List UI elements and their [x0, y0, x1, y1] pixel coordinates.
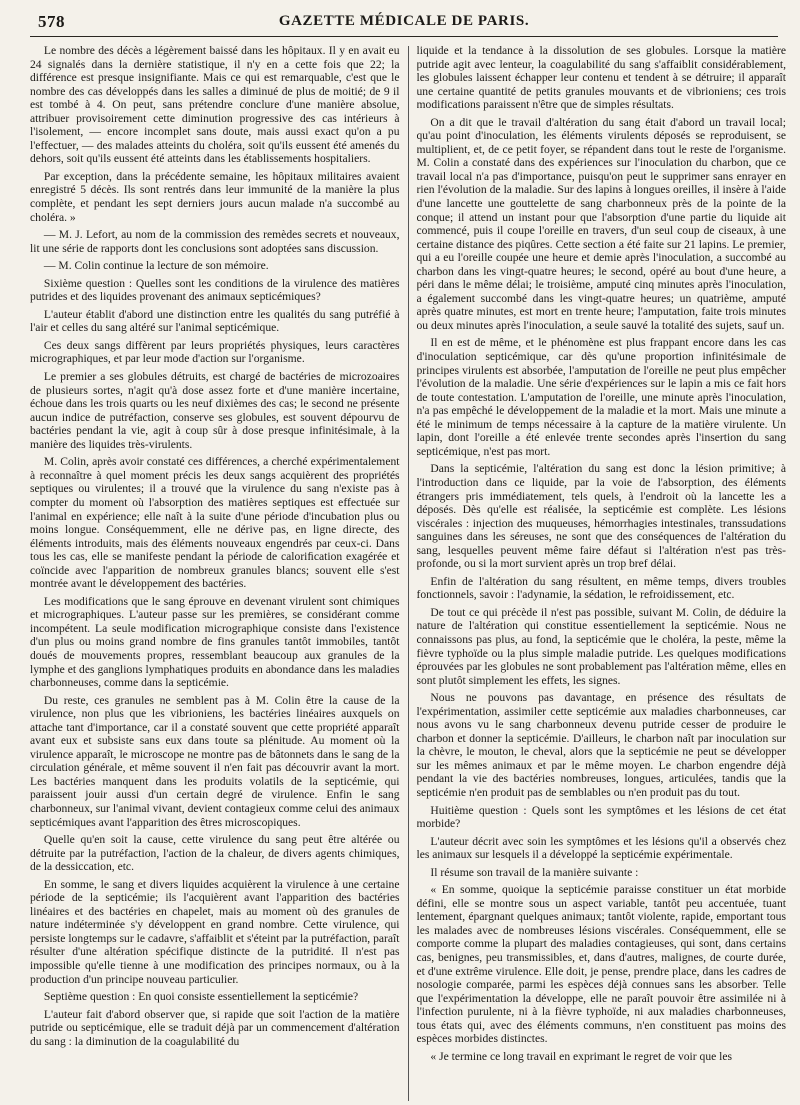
page-header [30, 0, 778, 37]
paragraph: liquide et la tendance à la dissolution de ses globules. Lorsque la matière putride agit avec lenteur, la coagulabilité du sang s'affaiblit considérablement, les globules laissent échapper leur contenu et tendent à se détruire; il apparaît une certaine quantité de petits granules mouvants et de vibrioniens; ces trois modifications paraissent n'être que de simples résultats. [416, 44, 786, 112]
paragraph: Enfin de l'altération du sang résultent, en même temps, divers troubles fonctionnels, savoir : l'adynamie, la sédation, le refroidissement, etc. [416, 574, 786, 602]
paragraph: Nous ne pouvons pas davantage, en présence des résultats de l'expérimentation, assimiler cette septicémie aux maladies charbonneuses, car nous avons vu le sang charbonneux devenu putride cesser de produire le charbon et donner la septicémie. D'ailleurs, le charbon naît par inoculation sur la chèvre, le mouton, le cheval, alors que la septicémie ne peut se développer sur les mêmes animaux et par le même moyen. Le charbon engendre déjà pendant la vie des bactéries nombreuses, longues, articulées, tandis que la septicémie n'en produit pas de semblables ou n'en produit pas du tout. [416, 691, 786, 799]
page-number: 578 [38, 12, 65, 31]
paragraph: Septième question : En quoi consiste essentiellement la septicémie? [43, 990, 359, 1004]
paragraph: L'auteur fait d'abord observer que, si rapide que soit l'action de la matière putride ou septicémique, elle se traduit déjà par un commencement d'altération du sang : la diminution de la coagulabilité du [30, 1007, 400, 1048]
paragraph: Sixième question : Quelles sont les conditions de la virulence des matières putrides et des liquides provenant des animaux septicémiques? [30, 276, 400, 304]
paragraph: L'auteur décrit avec soin les symptômes et les lésions qu'il a observés chez les animaux sur lesquels il a développé la septicémie expérimentale. [416, 834, 786, 862]
paragraph: — M. J. Lefort, au nom de la commission des remèdes secrets et nouveaux, lit une série de rapports dont les conclusions sont adoptées sans discussion. [30, 228, 400, 255]
column-divider [408, 46, 409, 1101]
paragraph: « Je termine ce long travail en exprimant le regret de voir que les [430, 1049, 733, 1063]
paragraph: Ces deux sangs diffèrent par leurs propriétés physiques, leurs caractères micrographiques, et par leur mode d'action sur l'organisme. [30, 338, 400, 366]
left-column [30, 44, 400, 1101]
paragraph: De tout ce qui précède il n'est pas possible, suivant M. Colin, de déduire la nature de l'altération qui constitue essentiellement la septicémie. Nous ne connaissons pas plus, au fond, la septicémie que le choléra, la peste, même la fièvre typhoïde ou la plus simple maladie putride. Les quelques modifications éprouvées par les globules ne sont probablement pas l'altération même, elles en sont plutôt simplement les effets, les signes. [416, 605, 786, 687]
text-columns [30, 44, 786, 1101]
paragraph: — M. Colin continue la lecture de son mémoire. [43, 259, 269, 273]
paragraph: En somme, le sang et divers liquides acquièrent la virulence à une certaine période de la septicémie; ils l'acquièrent avant l'apparition des bactéries linéaires et des bactéries en chapelet, mais au moment où des granules de nature indéterminée s'y développent en grand nombre. Cette virulence, qui persiste longtemps sur le cadavre, s'affaiblit et s'éteint par la putréfaction, paraît résulter d'une altération spécifique distincte de la putridité. Il n'est pas impossible qu'elle tienne à une modification des principes normaux, ou à la production d'un principe nouveau particulier. [30, 877, 400, 986]
paragraph: Il en est de même, et le phénomène est plus frappant encore dans les cas d'inoculation septicémique, car dès qu'une proportion infinitésimale de principes virulents est absorbée, l'amputation de l'oreille ne peut plus empêcher l'évolution de la maladie. Une série d'expériences sur le lapin a mis ce fait hors de toute contestation. L'amputation de l'oreille, une minute après l'inoculation, n'a pas empêché le développement de la maladie et la mort. Mais une minute a été le minimum de temps nécessaire à la capture de la matière virulente. Un lapin, dont l'oreille a été enlevée trente secondes après l'insertion du sang septicémique, n'est pas mort. [416, 336, 786, 458]
paragraph: Les modifications que le sang éprouve en devenant virulent sont chimiques et micrographiques. L'auteur passe sur les premières, se considérant comme incompétent. La seule modification micrographique consiste dans l'existence d'un plus ou moins grand nombre de fins granules tantôt immobiles, tantôt doués de mouvements propres, ressemblant beaucoup aux granules de la lymphe et des ganglions lymphatiques produits en abondance dans les maladies charbonneuses, comme dans la septicémie. [30, 594, 400, 690]
paragraph: Quelle qu'en soit la cause, cette virulence du sang peut être altérée ou détruite par la putréfaction, l'action de la chaleur, de divers agents chimiques, de la dessiccation, etc. [30, 833, 400, 874]
paragraph: Du reste, ces granules ne semblent pas à M. Colin être la cause de la virulence, non plus que les vibrioniens, les bactéries linéaires auxquels on attache tant d'importance, car il a constaté souvent que cette propriété apparaît avant eux et subsiste sans eux dans toute sa plénitude. Au moment où la virulence apparaît, le microscope ne montre pas de bâtonnets dans le sang de la circulation générale, et même souvent il n'en fait pas découvrir avant la mort. Les bactéries manquent dans les produits volatils de la septicémie, qui paraissent jouir aussi d'un certain degré de virulence. Enfin le sang charbonneux, sur l'animal vivant, devient contagieux comme celui des animaux septicémiques avant l'apparition des êtres microscopiques. [30, 693, 400, 829]
right-column [417, 44, 787, 1101]
paragraph: On a dit que le travail d'altération du sang était d'abord un travail local; qu'au point d'inoculation, les éléments virulents déposés se reproduisent, se multiplient, et, de ce petit foyer, se répandent dans tout le reste de l'organisme. M. Colin a constaté dans des expériences sur l'inoculation du charbon, que ce travail local n'a pas d'importance, puisqu'on peut le supprimer sans enrayer en rien l'évolution de la maladie. Sur des lapins à longues oreilles, il insère à l'aide d'une lancette une gouttelette de sang charbonneux près de la pointe de la conque; il attend un instant pour que l'absorption d'une partie du liquide ait commencé, puis il coupe l'oreille en travers, d'un seul coup de ciseaux, à une certaine distance des piqûres. Cette section a été faite sur 21 lapins. Le premier, qui a eu l'oreille coupée une heure et demie après l'inoculation, a succombé au charbon dans les vingt-quatre heures; le second, opéré au bout d'une heure, a péri dans le même délai; le troisième, amputé cinq minutes après l'inoculation, a également succombé dans les vingt-quatre heures; un quatrième, amputé après quatre minutes, est mort en trente heure; l'amputation, faite trois minutes ou deux minutes après l'inoculation, a seule sauvé la totalité des sujets, sauf un. [416, 115, 786, 332]
paragraph: Dans la septicémie, l'altération du sang est donc la lésion primitive; à l'introduction dans ce liquide, par la voie de l'absorption, des éléments étrangers pris immédiatement, tels quels, à l'endroit où la lancette les a déposés. Dès qu'elle est réalisée, la septicémie est complète. Les lésions viscérales : injection des muqueuses, hémorrhagies intestinales, transsudations sanguines dans les séreuses, ne sont que des conséquences de l'altération du sang, lesquelles peuvent même faire défaut si l'altération n'est pas très-profonde, ou si la mort survient après un trop bref délai. [416, 462, 786, 571]
paragraph: Huitième question : Quels sont les symptômes et les lésions de cet état morbide? [416, 803, 786, 831]
paragraph: M. Colin, après avoir constaté ces différences, a cherché expérimentalement à reconnaître à quel moment précis les deux sangs acquièrent des propriétés septiques ou virulentes; il a trouvé que la virulence du sang n'existe pas à compter du moment où l'absorption des matières septiques est effectuée sur l'animal en expérience; elle naît à la suite d'une période d'incubation plus ou moins longue. Conséquemment, elle ne dérive pas, en ligne directe, des éléments introduits, mais des éléments nouveaux engendrés par ceux-ci. Dans tous les cas, elle se manifeste pendant la période de caloriﬁcation exagérée et coïncide avec l'apparition de nombreux granules blancs; souvent elle s'est montrée avant le développement des bactéries. [30, 455, 400, 591]
paragraph: « En somme, quoique la septicémie paraisse constituer un état morbide défini, elle se montre sous un aspect variable, tantôt peu accentuée, tuant lentement, épargnant quelques animaux; tantôt violente, rapide, emportant tous les malades avec de nombreuses lésions viscérales. Conséquemment, elle se comporte comme la plupart des maladies contagieuses, qui sont, dans certains cas, benignes, peu transmissibles, et, dans d'autres, malignes, de courte durée, et d'une extrême virulence. Elle doit, je pense, prendre place, dans les cadres de nosologie comparée, parmi les espèces déjà connues sans les absorber. Telle que l'expérimentation la développe, elle ne paraît pouvoir être assimilée ni à l'infection purulente, ni à la fièvre typhoïde, ni aux maladies charbonneuses, tous états qui, avec des éléments communs, n'en constituent pas moins des espèces morbides distinctes. [416, 883, 786, 1046]
paragraph: L'auteur établit d'abord une distinction entre les qualités du sang putréfié à l'air et celles du sang altéré sur l'animal septicémique. [30, 307, 400, 335]
journal-title: GAZETTE MÉDICALE DE PARIS. [278, 13, 530, 29]
paragraph: Le premier a ses globules détruits, est chargé de bactéries de microzoaires de plusieurs sortes, n'agit qu'à dose assez forte et d'une manière incertaine, échoue dans les trois quarts ou les neuf dixièmes des cas; le second ne présente aucun indice de putréfaction, conserve ses globules, est souvent dépourvu de bactéries pendant la vie, agit à coup sûr à dose presque infinitésimale, à la manière des liquides très-virulents. [30, 370, 400, 451]
paragraph: Par exception, dans la précédente semaine, les hôpitaux militaires avaient enregistré 5 décès. Ils sont rentrés dans leur immunité de la manière la plus complète, et pendant les sept derniers jours aucun malade n'a succombé au choléra. » [30, 169, 400, 224]
paragraph: Il résume son travail de la manière suivante : [430, 865, 639, 879]
paragraph: Le nombre des décès a légèrement baissé dans les hôpitaux. Il y en avait eu 24 signalés dans la dernière statistique, il n'y en a cette fois que 22; la différence est presque insignifiante. Mais ce qui est remarquable, c'est que le nombre des cas développés dans les salles a diminué de plus de moitié; de 9 il est tombé à 4. On peut, sans prétendre conclure d'une manière absolue, attribuer provisoirement cette diminution progressive des cas intérieurs à l'isolement, — encore incomplet sans doute, mais aussi exact qu'on a pu l'effectuer, — des malades atteints du choléra, soit qu'ils eussent été amenés du dehors, soit qu'ils eussent été atteints dans les établissements hospitaliers. [30, 44, 400, 166]
